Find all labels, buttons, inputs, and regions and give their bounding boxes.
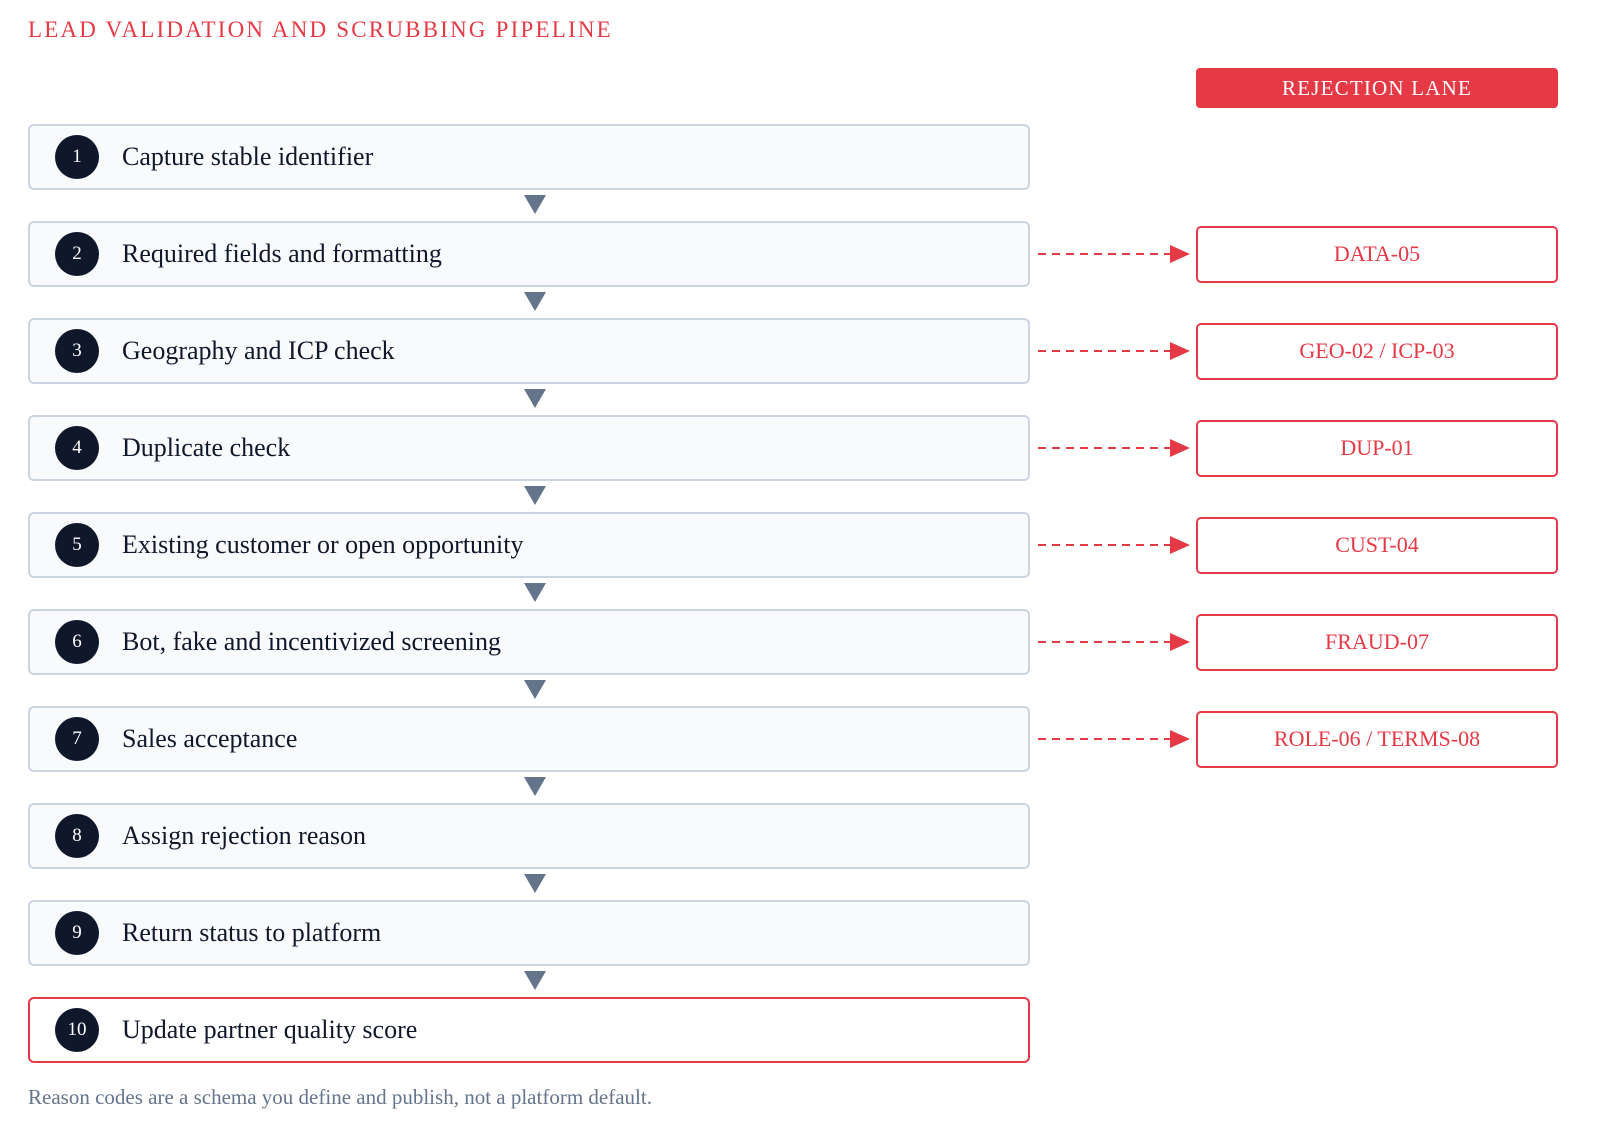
- down-arrow-icon: [524, 777, 546, 796]
- pipeline-step-4: [28, 415, 1030, 481]
- down-arrow-icon: [524, 486, 546, 505]
- rejection-connector-arrow: [1036, 438, 1190, 458]
- down-arrow-icon: [524, 680, 546, 699]
- step-label: Existing customer or open opportunity: [122, 530, 524, 559]
- down-arrow-icon: [524, 971, 546, 990]
- rejection-code-box: ROLE-06 / TERMS-08: [1196, 711, 1558, 768]
- step-label: Sales acceptance: [122, 724, 298, 753]
- step-label: Update partner quality score: [122, 1015, 418, 1044]
- pipeline-step-3: [28, 318, 1030, 384]
- rejection-code-box: DUP-01: [1196, 420, 1558, 477]
- down-arrow-icon: [524, 292, 546, 311]
- step-number-badge: 3: [55, 329, 99, 373]
- step-label: Capture stable identifier: [122, 142, 374, 171]
- arrowhead-icon: [1170, 730, 1190, 748]
- rejection-connector-arrow: [1036, 341, 1190, 361]
- rejection-connector-arrow: [1036, 244, 1190, 264]
- step-number-badge: 5: [55, 523, 99, 567]
- diagram-title: LEAD VALIDATION AND SCRUBBING PIPELINE: [28, 17, 613, 42]
- footnote: Reason codes are a schema you define and publish, not a platform default.: [28, 1085, 652, 1109]
- arrowhead-icon: [1170, 536, 1190, 554]
- step-number-badge: 8: [55, 814, 99, 858]
- arrowhead-icon: [1170, 439, 1190, 457]
- step-label: Geography and ICP check: [122, 336, 395, 365]
- step-number-badge: 4: [55, 426, 99, 470]
- rejection-connector-arrow: [1036, 729, 1190, 749]
- rejection-code-box: DATA-05: [1196, 226, 1558, 283]
- arrowhead-icon: [1170, 633, 1190, 651]
- step-number-badge: 7: [55, 717, 99, 761]
- pipeline-step-9: [28, 900, 1030, 966]
- rejection-connector-arrow: [1036, 632, 1190, 652]
- down-arrow-icon: [524, 583, 546, 602]
- step-label: Return status to platform: [122, 918, 382, 947]
- rejection-code-box: FRAUD-07: [1196, 614, 1558, 671]
- step-number-badge: 10: [55, 1008, 99, 1052]
- step-number-badge: 6: [55, 620, 99, 664]
- step-label: Duplicate check: [122, 433, 291, 462]
- step-label: Assign rejection reason: [122, 821, 367, 850]
- arrowhead-icon: [1170, 245, 1190, 263]
- step-number-badge: 1: [55, 135, 99, 179]
- step-label: Required fields and formatting: [122, 239, 442, 268]
- down-arrow-icon: [524, 389, 546, 408]
- pipeline-step-7: [28, 706, 1030, 772]
- down-arrow-icon: [524, 195, 546, 214]
- pipeline-step-1: [28, 124, 1030, 190]
- step-number-badge: 2: [55, 232, 99, 276]
- step-label: Bot, fake and incentivized screening: [122, 627, 502, 656]
- pipeline-step-10: [28, 997, 1030, 1063]
- pipeline-step-5: [28, 512, 1030, 578]
- pipeline-step-6: [28, 609, 1030, 675]
- rejection-code-box: CUST-04: [1196, 517, 1558, 574]
- rejection-code-box: GEO-02 / ICP-03: [1196, 323, 1558, 380]
- pipeline-step-2: [28, 221, 1030, 287]
- pipeline-step-8: [28, 803, 1030, 869]
- arrowhead-icon: [1170, 342, 1190, 360]
- rejection-lane-header: REJECTION LANE: [1196, 68, 1558, 108]
- rejection-connector-arrow: [1036, 535, 1190, 555]
- down-arrow-icon: [524, 874, 546, 893]
- step-number-badge: 9: [55, 911, 99, 955]
